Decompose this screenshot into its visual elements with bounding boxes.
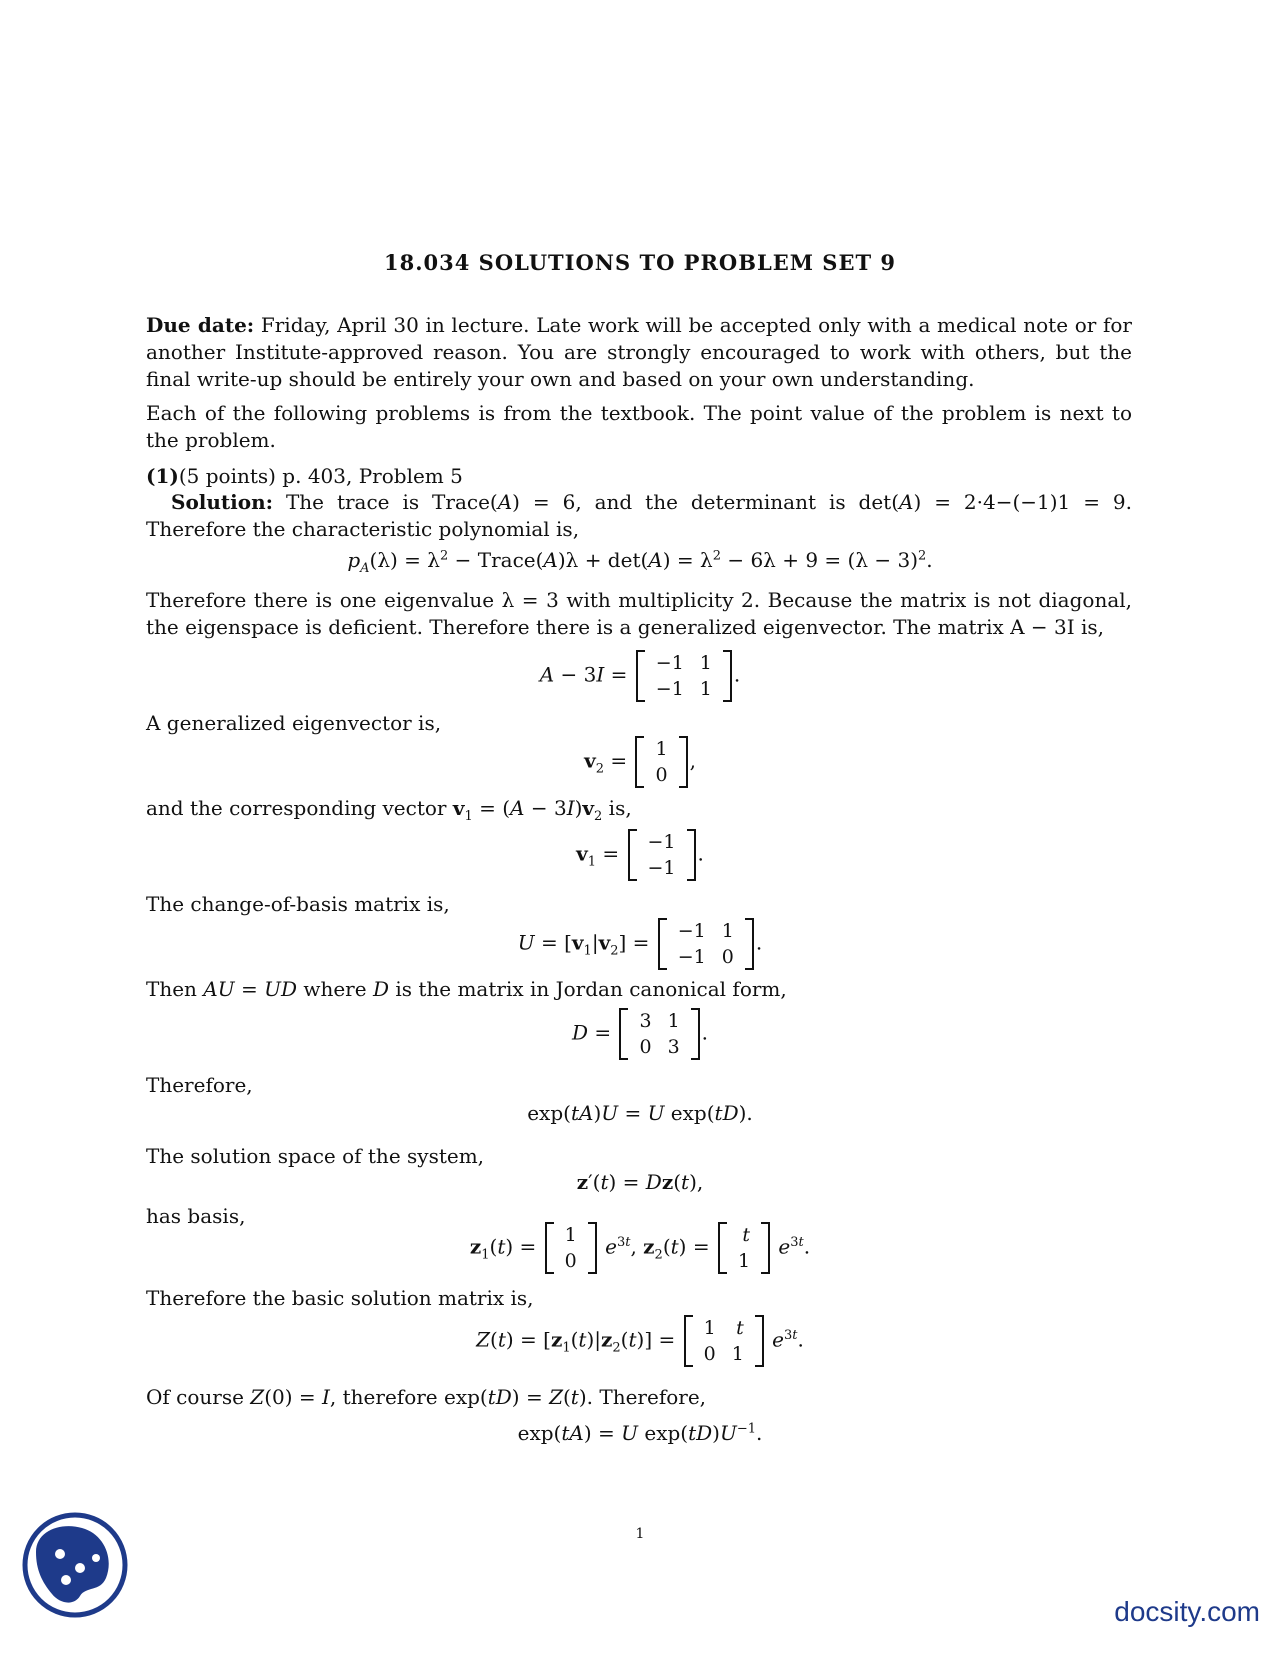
therefore-text: Therefore, xyxy=(146,1073,253,1097)
system-equation: z′(t) = Dz(t), xyxy=(576,1170,704,1194)
matrix-d: 3 1 0 3 xyxy=(617,1008,701,1060)
matrix-u: −1 1 −1 0 xyxy=(656,918,756,970)
v1-equation: $v_1$ = −1 −1 . xyxy=(576,831,704,879)
final-equation: exp(tA) = U $\exp(tD)U^{-1}$. xyxy=(517,1421,763,1445)
problem-title: (5 points) p. 403, Problem 5 xyxy=(178,464,463,488)
intro-paragraph: Each of the following problems is from the textbook. The point value of the problem is next to the problem. xyxy=(146,401,1132,452)
problem-heading xyxy=(146,463,1132,490)
problem-number: (1) xyxy=(146,464,179,488)
solution-label: Solution: xyxy=(171,490,274,514)
basis-equation: $z_1(t)$ = 1 0 $e^{3t}$, $z_2(t)$ = t 1 $e^{3t}$. xyxy=(469,1224,811,1272)
change-of-basis-text: The change-of-basis matrix is, xyxy=(146,892,450,916)
vector-v2: 1 0 xyxy=(633,736,689,788)
basic-solution-text: Therefore the basic solution matrix is, xyxy=(146,1286,534,1310)
due-date-paragraph xyxy=(146,312,1132,393)
u-equation: $U = [v_1|v_2]$ = −1 1 −1 0 . xyxy=(517,920,763,968)
exp-equation: exp(tA)U = U exp(tD). xyxy=(527,1101,753,1125)
v1-definition-text: and the corresponding vector $v_1 = (A - 3I)v_2$ is, xyxy=(146,796,632,824)
eigenvalue-paragraph: Therefore there is one eigenvalue λ = 3 with multiplicity 2. Because the matrix is not diagonal, the eigenspace is deficient. Therefore there is a generalized eigenvector. The matrix A − 3I is, xyxy=(146,588,1132,639)
vector-v1: −1 −1 xyxy=(626,829,698,881)
z0-paragraph: Of course Z(0) = I, therefore exp(tD) = Z(t). Therefore, xyxy=(146,1385,707,1409)
due-date-label: Due date: xyxy=(146,313,255,337)
solution-space-text: The solution space of the system, xyxy=(146,1144,485,1168)
page-number: 1 xyxy=(635,1526,645,1542)
generalized-eigenvector-text: A generalized eigenvector is, xyxy=(146,711,442,735)
jordan-form-text: Then AU = UD where D is the matrix in Jordan canonical form, xyxy=(146,977,787,1001)
z-matrix-equation: $Z(t) = [z_1(t)|z_2(t)]$ = 1 t 0 1 $e^{3t}$. xyxy=(476,1317,804,1365)
matrix-z: 1 t 0 1 xyxy=(682,1315,766,1367)
v2-equation: $v_2$ = 1 0 , xyxy=(584,738,696,786)
brand-link[interactable]: docsity.com xyxy=(1114,1596,1260,1627)
matrix-a-minus-3i: −1 1 −1 1 xyxy=(634,650,734,702)
char-poly-equation: $p_A(\lambda) = \lambda^2$ − Trace(A)λ + $\det(A) = \lambda^2 - 6\lambda + 9 = (\lambda - 3)^2$. xyxy=(347,548,933,576)
docsity-logo-icon xyxy=(22,1512,128,1618)
a-minus-3i-equation: A − 3I = −1 1 −1 1 . xyxy=(539,652,741,700)
due-date-text: Friday, April 30 in lecture. Late work will be accepted only with a medical note or for another Institute-approved reason. You are strongly encouraged to work with others, but the final write-up should be entirely your own and based on your own understanding. xyxy=(146,313,1132,391)
vector-z2: t 1 xyxy=(716,1222,772,1274)
page-title: 18.034 SOLUTIONS TO PROBLEM SET 9 xyxy=(383,250,897,275)
has-basis-text: has basis, xyxy=(146,1204,246,1228)
solution-paragraph: Solution: The trace is Trace(A) = 6, and the determinant is det(A) = 2·4−(−1)1 = 9. Therefore the characteristic polynomial is, xyxy=(146,490,1132,541)
vector-z1: 1 0 xyxy=(543,1222,599,1274)
d-equation: D = 3 1 0 3 . xyxy=(571,1010,709,1058)
